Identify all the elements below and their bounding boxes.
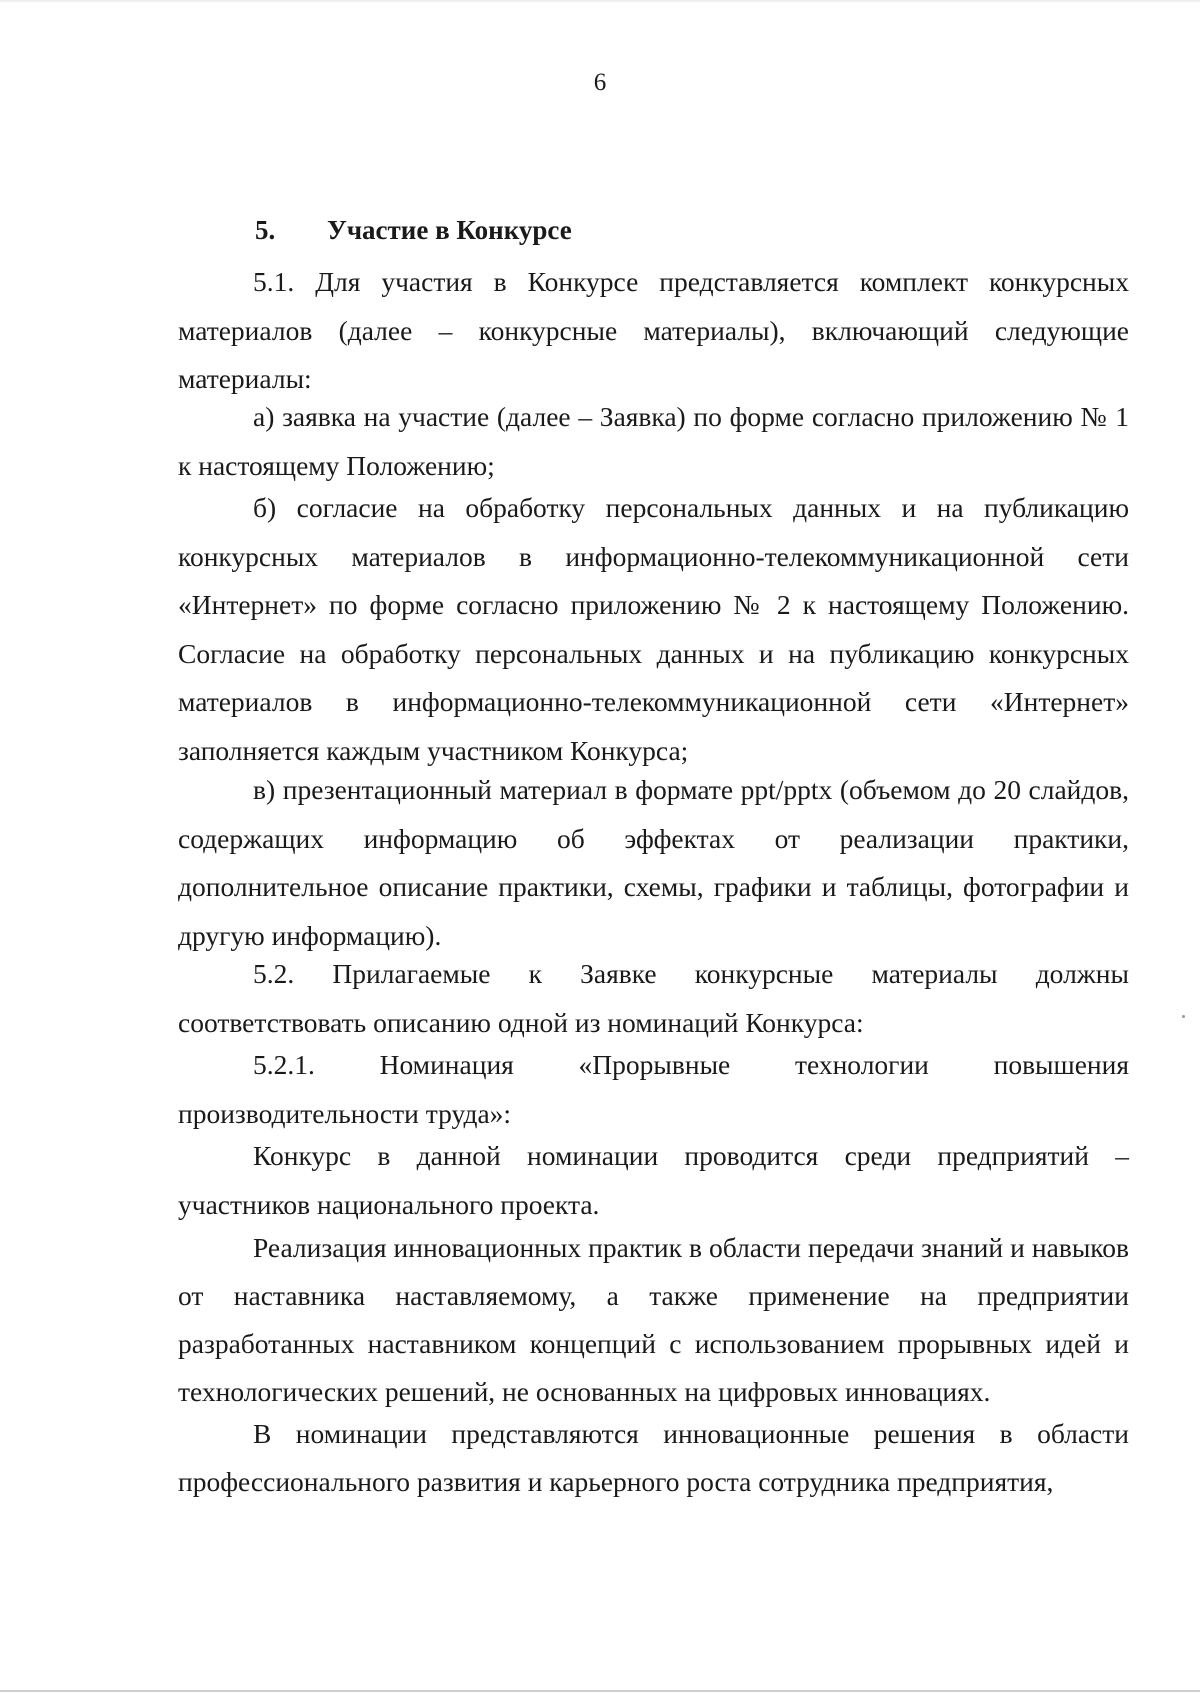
paragraph-item-a: а) заявка на участие (далее – Заявка) по форме согласно приложению № 1 к настоящему Положению; [178,401,1129,481]
scan-edge-bottom [0,1690,1200,1692]
paragraph-innovative-solutions: В номинации представляются инновационные решения в области профессионального развития и карьерного роста сотрудника предприятия, [178,1418,1129,1497]
page-number: 6 [593,69,607,96]
paragraph-implementation: Реализация инновационных практик в области передачи знаний и навыков от наставника наставляемому, а также применение на предприятии разработанных наставником концепций с использованием прорывных идей и технологических решений, не основанных на цифровых инновациях. [178,1232,1129,1407]
paragraph-5-2-1: 5.2.1. Номинация «Прорывные технологии повышения производительности труда»: [178,1049,1129,1129]
paragraph-item-b: б) согласие на обработку персональных данных и на публикацию конкурсных материалов в информационно-телекоммуникационной сети «Интернет» по форме согласно приложению № 2 к настоящему Положению. Согласие на обработку персональных данных и на публикацию конкурсных материалов в информационно-телекоммуникационной сети «Интернет» заполняется каждым участником Конкурса; [178,492,1129,766]
paragraph-5-1: 5.1. Для участия в Конкурсе представляется комплект конкурсных материалов (далее – конкурсные материалы), включающий следующие материалы: [178,266,1129,394]
paragraph-5-2: 5.2. Прилагаемые к Заявке конкурсные материалы должны соответствовать описанию одной из номинаций Конкурса: [178,958,1129,1038]
scan-speck [1182,1015,1185,1018]
paragraph-item-v: в) презентационный материал в формате ppt/pptx (объемом до 20 слайдов, содержащих информацию об эффектах от реализации практики, дополнительное описание практики, схемы, графики и таблицы, фотографии и другую информацию). [178,774,1129,951]
section-heading [255,214,572,246]
scan-edge-top [0,0,1200,3]
section-title: Участие в Конкурсе [327,215,572,245]
paragraph-nomination-participants: Конкурс в данной номинации проводится среди предприятий – участников национального проекта. [178,1140,1129,1220]
section-number: 5. [255,215,276,245]
